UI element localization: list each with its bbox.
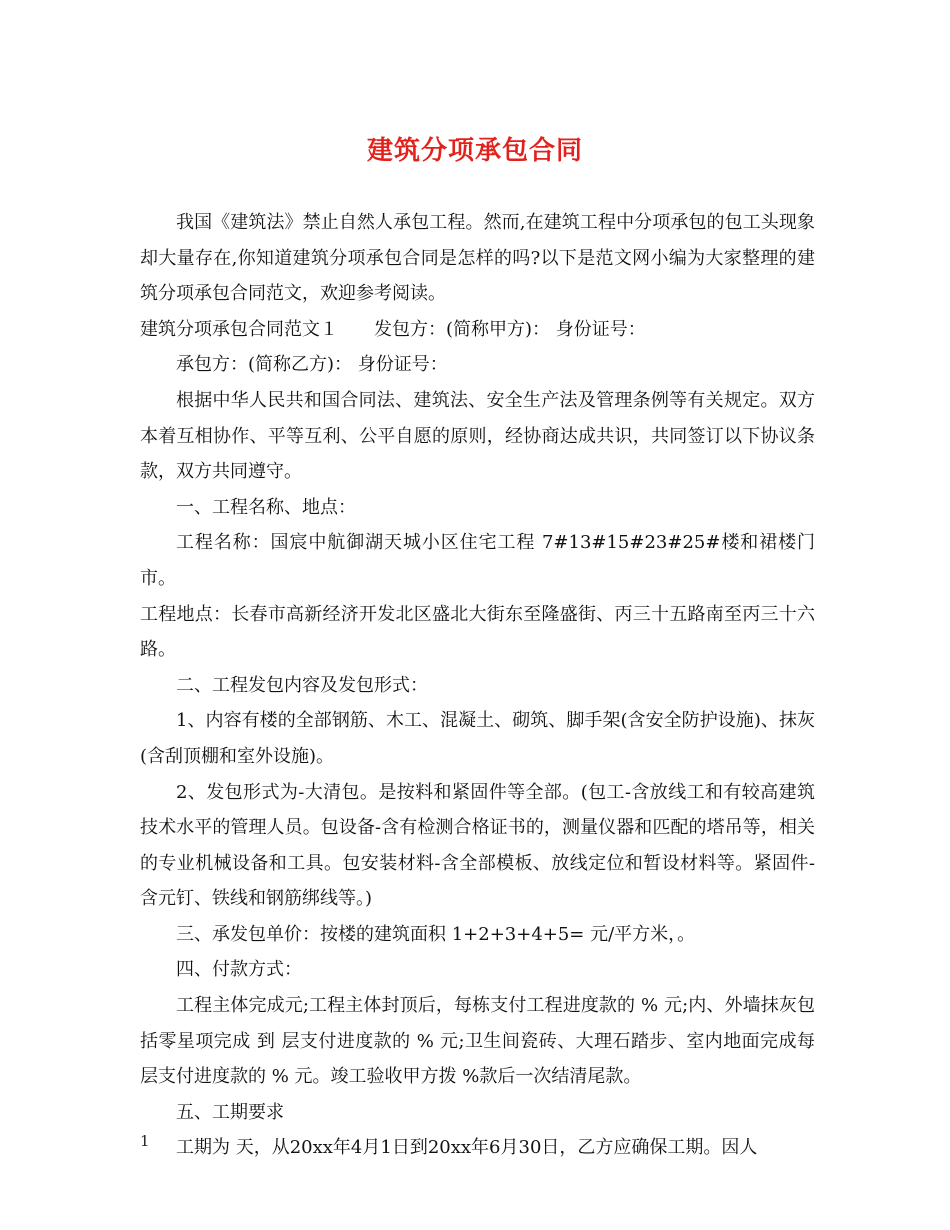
section-2-heading: 二、工程发包内容及发包形式： — [176, 674, 428, 696]
sample-title-line — [140, 312, 815, 348]
party-a-line: 发包方：(简称甲方)： 身份证号： — [374, 318, 646, 340]
section-3-line: 三、承发包单价：按楼的建筑面积 1+2+3+4+5= 元/平方米，。 — [176, 923, 696, 945]
document-title: 建筑分项承包合同 — [366, 136, 583, 166]
document-body — [140, 205, 815, 1166]
section-1-heading: 一、工程名称、地点： — [176, 496, 356, 518]
party-b-line: 承包方：(简称乙方)： 身份证号： — [176, 354, 448, 376]
section-4-heading: 四、付款方式： — [176, 959, 302, 981]
section-5-heading: 五、工期要求 — [176, 1101, 284, 1123]
page-number: 1 — [140, 1132, 150, 1150]
sample-title: 建筑分项承包合同范文１ — [140, 318, 338, 340]
section-4-body: 工程主体完成元;工程主体封顶后，每栋支付工程进度款的 % 元;内、外墙抹灰包括零星项完成 到 层支付进度款的 % 元;卫生间瓷砖、大理石踏步、室内地面完成每层支付进度款的 % 元。竣工验收甲方拨 %款后一次结清尾款。 — [140, 995, 815, 1088]
section-2-item-2: 2、发包形式为-大清包。是按料和紧固件等全部。(包工-含放线工和有较高建筑技术水平的管理人员。包设备-含有检测合格证书的，测量仪器和匹配的塔吊等，相关的专业机械设备和工具。包安装材料-含全部模板、放线定位和暂设材料等。紧固件-含元钉、铁线和钢筋绑线等。) — [140, 781, 815, 910]
project-location-paragraph: 工程地点：长春市高新经济开发北区盛北大街东至隆盛街、丙三十五路南至丙三十六路。 — [140, 603, 815, 661]
basis-paragraph: 根据中华人民共和国合同法、建筑法、安全生产法及管理条例等有关规定。双方本着互相协作、平等互利、公平自愿的原则，经协商达成共识，共同签订以下协议条款，双方共同遵守。 — [140, 389, 815, 483]
intro-paragraph: 我国《建筑法》禁止自然人承包工程。然而,在建筑工程中分项承包的包工头现象却大量存在,你知道建筑分项承包合同是怎样的吗?以下是范文网小编为大家整理的建筑分项承包合同范文，欢迎参考阅读。 — [140, 212, 815, 305]
section-5-body: 工期为 天，从20xx年4月1日到20xx年6月30日，乙方应确保工期。因人 — [176, 1137, 758, 1159]
project-name-line: 工程名称：国宸中航御湖天城小区住宅工程 7#13#15#23#25#楼和裙楼门市。 — [140, 532, 815, 589]
section-2-item-1: 1、内容有楼的全部钢筋、木工、混凝土、砌筑、脚手架(含安全防护设施)、抹灰(含刮顶棚和室外设施)。 — [140, 710, 815, 767]
